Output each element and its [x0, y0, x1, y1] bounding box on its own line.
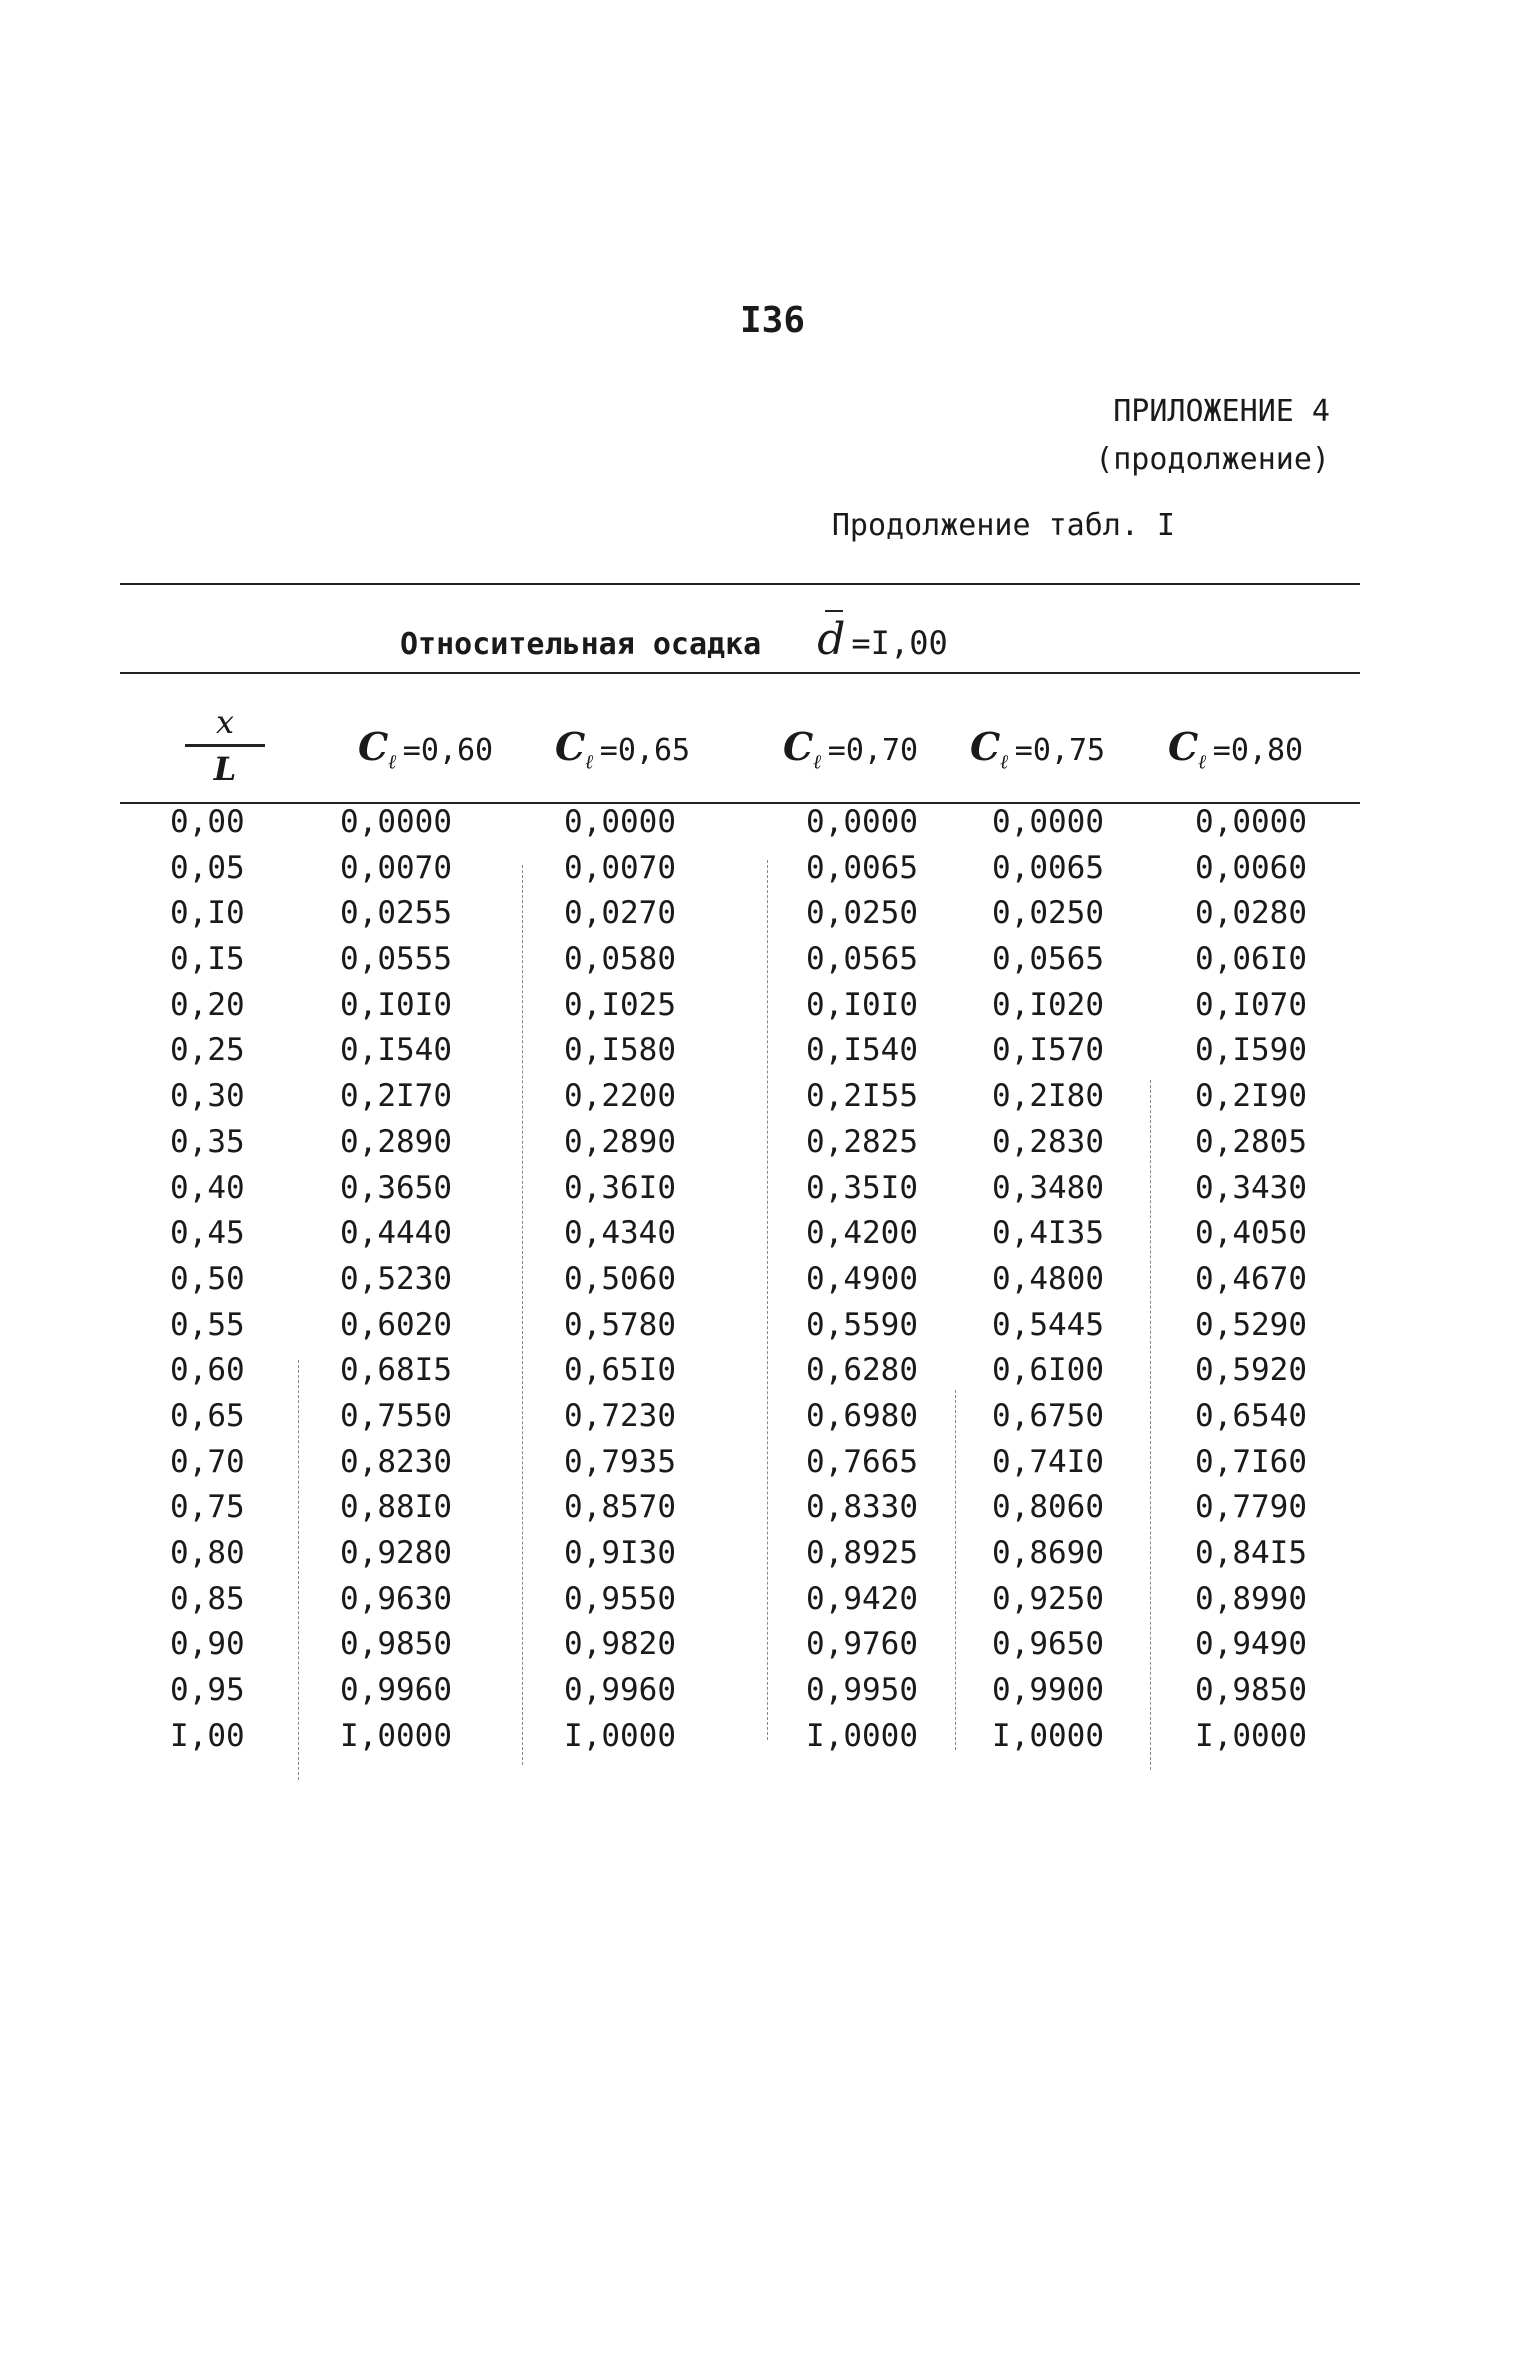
c065-cell: 0,I025 — [564, 986, 676, 1023]
column-header-5 — [1168, 724, 1303, 775]
c060-cell: 0,3650 — [340, 1169, 452, 1206]
c080-cell: 0,2805 — [1195, 1123, 1307, 1160]
column-separator — [1150, 1080, 1151, 1770]
c060-cell: 0,0255 — [340, 895, 452, 932]
c060-cell: 0,9630 — [340, 1580, 452, 1617]
c060-cell: 0,9280 — [340, 1535, 452, 1571]
c080-cell: 0,84I5 — [1195, 1535, 1307, 1571]
c-symbol: $C_\ell$ — [783, 724, 822, 774]
c070-cell: 0,6280 — [806, 1352, 918, 1389]
settlement-value-group — [817, 614, 948, 665]
c065-cell: 0,65I0 — [564, 1352, 676, 1389]
c-symbol: $C_\ell$ — [358, 724, 397, 774]
c070-cell: 0,7665 — [806, 1443, 918, 1480]
c070-cell: 0,9760 — [806, 1626, 918, 1663]
c070-cell: 0,8330 — [806, 1489, 918, 1526]
c075-cell: 0,9900 — [992, 1672, 1104, 1709]
x-ratio-cell: 0,65 — [170, 1397, 245, 1434]
table-top-rule — [120, 583, 1360, 585]
c065-cell: 0,7935 — [564, 1443, 676, 1480]
x-ratio-cell: 0,40 — [170, 1169, 245, 1206]
x-ratio-cell: 0,70 — [170, 1443, 245, 1480]
c070-cell: 0,6980 — [806, 1397, 918, 1434]
c060-cell: 0,0000 — [340, 804, 452, 840]
c075-cell: 0,I570 — [992, 1032, 1104, 1069]
settlement-value: =I,00 — [851, 624, 948, 662]
c080-cell: 0,5290 — [1195, 1306, 1307, 1343]
x-ratio-cell: 0,90 — [170, 1626, 245, 1663]
x-ratio-cell: 0,00 — [170, 804, 245, 840]
c065-cell: 0,0270 — [564, 895, 676, 932]
x-denominator: L — [213, 750, 237, 788]
c080-cell: 0,3430 — [1195, 1169, 1307, 1206]
c065-cell: 0,8570 — [564, 1489, 676, 1526]
c065-cell: 0,I580 — [564, 1032, 676, 1069]
c065-cell: 0,7230 — [564, 1397, 676, 1434]
c065-cell: 0,5060 — [564, 1260, 676, 1297]
x-ratio-cell: 0,20 — [170, 986, 245, 1023]
x-ratio-cell: 0,75 — [170, 1489, 245, 1526]
c060-cell: I,0000 — [340, 1717, 452, 1754]
c-symbol: $C_\ell$ — [555, 724, 594, 774]
c080-cell: 0,0000 — [1195, 804, 1307, 840]
appendix-title: ПРИЛОЖЕНИЕ 4 — [1113, 394, 1330, 429]
c060-cell: 0,I0I0 — [340, 986, 452, 1023]
settlement-label: Относительная осадка — [400, 627, 762, 662]
c060-cell: 0,0555 — [340, 941, 452, 978]
c060-cell: 0,I540 — [340, 1032, 452, 1069]
c060-cell: 0,2890 — [340, 1123, 452, 1160]
c060-cell: 0,4440 — [340, 1215, 452, 1252]
x-ratio-cell: 0,45 — [170, 1215, 245, 1252]
c070-cell: I,0000 — [806, 1717, 918, 1754]
c065-cell: 0,0000 — [564, 804, 676, 840]
settlement-symbol: d — [817, 614, 846, 665]
x-ratio-cell: I,00 — [170, 1717, 245, 1754]
c075-cell: 0,0565 — [992, 941, 1104, 978]
c080-cell: I,0000 — [1195, 1717, 1307, 1754]
c060-cell: 0,9960 — [340, 1672, 452, 1709]
column-value: =0,65 — [599, 733, 691, 768]
c065-cell: 0,4340 — [564, 1215, 676, 1252]
c075-cell: 0,0250 — [992, 895, 1104, 932]
x-over-l-header — [185, 702, 265, 789]
c075-cell: 0,74I0 — [992, 1443, 1104, 1480]
c070-cell: 0,4900 — [806, 1260, 918, 1297]
c065-cell: 0,36I0 — [564, 1169, 676, 1206]
table-continuation-label: Продолжение табл. I — [831, 508, 1175, 543]
x-ratio-cell: 0,85 — [170, 1580, 245, 1617]
column-separator — [522, 865, 523, 1765]
c060-cell: 0,88I0 — [340, 1489, 452, 1526]
c070-cell: 0,4200 — [806, 1215, 918, 1252]
x-numerator: x — [215, 703, 235, 741]
x-ratio-cell: 0,30 — [170, 1078, 245, 1115]
c070-cell: 0,5590 — [806, 1306, 918, 1343]
c070-cell: 0,2825 — [806, 1123, 918, 1160]
c065-cell: I,0000 — [564, 1717, 676, 1754]
c060-cell: 0,8230 — [340, 1443, 452, 1480]
appendix-subtitle: (продолжение) — [1095, 442, 1330, 477]
table-row — [0, 800, 1535, 846]
c065-cell: 0,9550 — [564, 1580, 676, 1617]
c075-cell: 0,9650 — [992, 1626, 1104, 1663]
column-header-1 — [358, 724, 493, 775]
c060-cell: 0,68I5 — [340, 1352, 452, 1389]
column-header-row — [0, 700, 1535, 800]
c065-cell: 0,5780 — [564, 1306, 676, 1343]
c075-cell: 0,8060 — [992, 1489, 1104, 1526]
c075-cell: 0,I020 — [992, 986, 1104, 1023]
c070-cell: 0,0250 — [806, 895, 918, 932]
c070-cell: 0,9950 — [806, 1672, 918, 1709]
appendix-heading — [1095, 388, 1330, 484]
c080-cell: 0,06I0 — [1195, 941, 1307, 978]
column-value: =0,70 — [827, 733, 919, 768]
page-number: I36 — [740, 300, 806, 341]
c075-cell: 0,2830 — [992, 1123, 1104, 1160]
c075-cell: I,0000 — [992, 1717, 1104, 1754]
c075-cell: 0,2I80 — [992, 1078, 1104, 1115]
column-value: =0,80 — [1212, 733, 1304, 768]
c065-cell: 0,2200 — [564, 1078, 676, 1115]
c-symbol: $C_\ell$ — [970, 724, 1009, 774]
x-ratio-cell: 0,50 — [170, 1260, 245, 1297]
c065-cell: 0,9960 — [564, 1672, 676, 1709]
c075-cell: 0,6750 — [992, 1397, 1104, 1434]
c060-cell: 0,7550 — [340, 1397, 452, 1434]
column-value: =0,60 — [402, 733, 494, 768]
fraction-bar — [185, 744, 265, 747]
c080-cell: 0,0280 — [1195, 895, 1307, 932]
c070-cell: 0,2I55 — [806, 1078, 918, 1115]
c065-cell: 0,9I30 — [564, 1535, 676, 1571]
column-separator — [955, 1390, 956, 1750]
c080-cell: 0,6540 — [1195, 1397, 1307, 1434]
c075-cell: 0,0065 — [992, 849, 1104, 886]
c070-cell: 0,8925 — [806, 1535, 918, 1571]
c075-cell: 0,5445 — [992, 1306, 1104, 1343]
c080-cell: 0,7I60 — [1195, 1443, 1307, 1480]
x-ratio-cell: 0,25 — [170, 1032, 245, 1069]
c075-cell: 0,6I00 — [992, 1352, 1104, 1389]
column-separator — [298, 1360, 299, 1780]
c075-cell: 0,4I35 — [992, 1215, 1104, 1252]
x-ratio-cell: 0,I0 — [170, 895, 245, 932]
c080-cell: 0,9490 — [1195, 1626, 1307, 1663]
c080-cell: 0,I070 — [1195, 986, 1307, 1023]
column-value: =0,75 — [1014, 733, 1106, 768]
c065-cell: 0,0580 — [564, 941, 676, 978]
c060-cell: 0,6020 — [340, 1306, 452, 1343]
c080-cell: 0,2I90 — [1195, 1078, 1307, 1115]
c080-cell: 0,7790 — [1195, 1489, 1307, 1526]
c075-cell: 0,3480 — [992, 1169, 1104, 1206]
x-ratio-cell: 0,55 — [170, 1306, 245, 1343]
column-header-4 — [970, 724, 1105, 775]
c075-cell: 0,4800 — [992, 1260, 1104, 1297]
x-ratio-cell: 0,35 — [170, 1123, 245, 1160]
c080-cell: 0,4050 — [1195, 1215, 1307, 1252]
c080-cell: 0,I590 — [1195, 1032, 1307, 1069]
c065-cell: 0,2890 — [564, 1123, 676, 1160]
x-ratio-cell: 0,I5 — [170, 941, 245, 978]
c075-cell: 0,9250 — [992, 1580, 1104, 1617]
c065-cell: 0,9820 — [564, 1626, 676, 1663]
c080-cell: 0,9850 — [1195, 1672, 1307, 1709]
x-ratio-cell: 0,60 — [170, 1352, 245, 1389]
c080-cell: 0,5920 — [1195, 1352, 1307, 1389]
c070-cell: 0,9420 — [806, 1580, 918, 1617]
c070-cell: 0,0065 — [806, 849, 918, 886]
c070-cell: 0,35I0 — [806, 1169, 918, 1206]
c-symbol: $C_\ell$ — [1168, 724, 1207, 774]
c080-cell: 0,8990 — [1195, 1580, 1307, 1617]
c075-cell: 0,8690 — [992, 1535, 1104, 1571]
c070-cell: 0,0000 — [806, 804, 918, 840]
column-header-3 — [783, 724, 918, 775]
c080-cell: 0,0060 — [1195, 849, 1307, 886]
c060-cell: 0,0070 — [340, 849, 452, 886]
c075-cell: 0,0000 — [992, 804, 1104, 840]
table-header-rule — [120, 672, 1360, 674]
x-ratio-cell: 0,05 — [170, 849, 245, 886]
column-header-2 — [555, 724, 690, 775]
settlement-header — [400, 614, 948, 665]
x-ratio-cell: 0,80 — [170, 1535, 245, 1571]
c060-cell: 0,2I70 — [340, 1078, 452, 1115]
c080-cell: 0,4670 — [1195, 1260, 1307, 1297]
x-ratio-cell: 0,95 — [170, 1672, 245, 1709]
c060-cell: 0,9850 — [340, 1626, 452, 1663]
c060-cell: 0,5230 — [340, 1260, 452, 1297]
c070-cell: 0,I540 — [806, 1032, 918, 1069]
c065-cell: 0,0070 — [564, 849, 676, 886]
column-separator — [767, 860, 768, 1740]
c070-cell: 0,I0I0 — [806, 986, 918, 1023]
c070-cell: 0,0565 — [806, 941, 918, 978]
